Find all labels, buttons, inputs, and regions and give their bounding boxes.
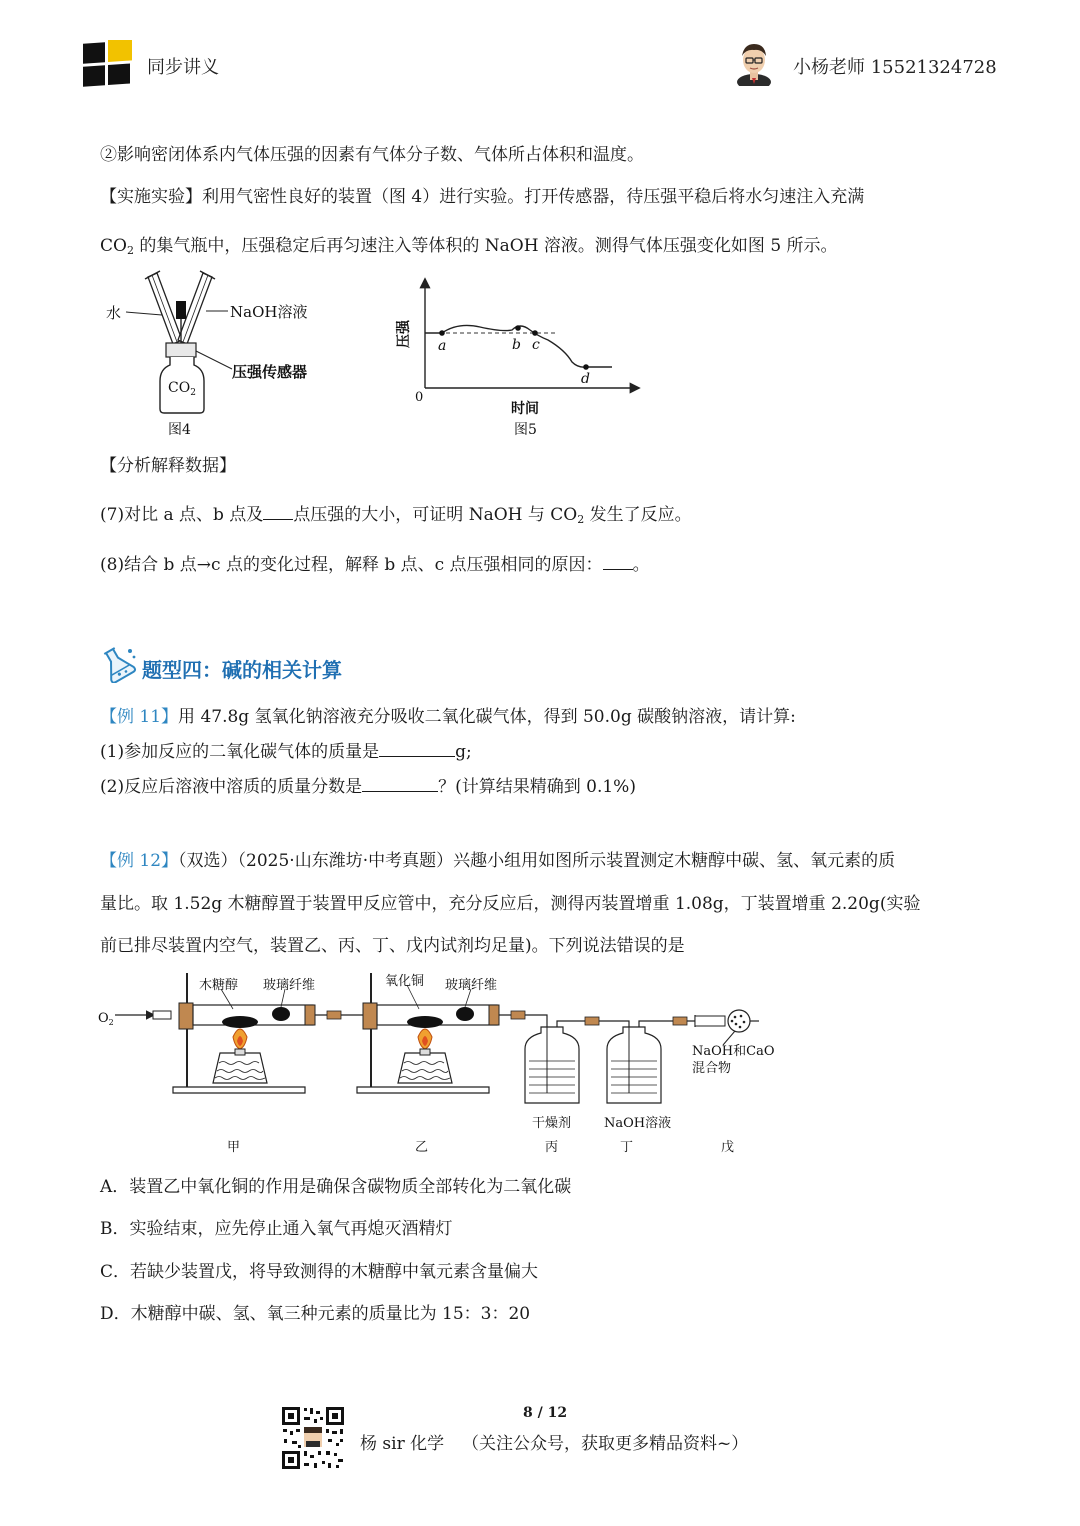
question-7: (7)对比 a 点、b 点及 点压强的大小，可证明 NaOH 与 $CO_2$ 发生了反应。 xyxy=(100,505,692,526)
label-bing: 丙 xyxy=(545,1140,559,1155)
xylitol-label: 木糖醇 xyxy=(199,978,239,993)
example-12-line-3: 前已排尽装置内空气，装置乙、丙、丁、戊内试剂均足量)。下列说法错误的是 xyxy=(100,936,685,956)
experiment-line-1: 【实施实验】利用气密性良好的装置（图 4）进行实验。打开传感器，待压强平稳后将水匀速注入充满 xyxy=(100,187,865,207)
footer-note: （关注公众号，获取更多精品资料~） xyxy=(462,1434,749,1454)
qr-code xyxy=(280,1405,346,1471)
figure-5 xyxy=(390,270,650,445)
label-jia: 甲 xyxy=(227,1140,241,1155)
desiccant-label: 干燥剂 xyxy=(532,1116,572,1131)
glass-fiber-label-2: 玻璃纤维 xyxy=(445,978,498,993)
device-wu xyxy=(695,1010,759,1045)
logo-icon xyxy=(80,40,136,90)
q8-blank[interactable] xyxy=(603,555,633,570)
example-12: 【例 12】（双选）（2025·山东潍坊·中考真题）兴趣小组用如图所示装置测定木糖醇中碳、氢、氧元素的质 xyxy=(100,851,896,871)
fig4-caption: 图4 xyxy=(168,422,191,438)
option-a[interactable]: A．装置乙中氧化铜的作用是确保含碳物质全部转化为二氧化碳 xyxy=(100,1177,572,1197)
fig4-sensor-label: 压强传感器 xyxy=(232,363,308,381)
example-12-tag: 【例 12】 xyxy=(100,851,179,871)
point-c xyxy=(532,330,538,336)
svg-text:c: c xyxy=(532,337,540,353)
option-d[interactable]: D．木糖醇中碳、氢、氧三种元素的质量比为 15：3：20 xyxy=(100,1304,531,1324)
example-11-tag: 【例 11】 xyxy=(100,707,179,727)
mix-label-1: NaOH和CaO xyxy=(692,1044,775,1059)
label-ding: 丁 xyxy=(620,1140,634,1155)
svg-text:d: d xyxy=(581,371,590,387)
note-2: ②影响密闭体系内气体压强的因素有气体分子数、气体所占体积和温度。 xyxy=(100,145,644,165)
question-8: (8)结合 b 点→c 点的变化过程，解释 b 点、c 点压强相同的原因： 。 xyxy=(100,555,650,575)
naoh-solution-label: NaOH溶液 xyxy=(604,1116,672,1131)
point-a xyxy=(439,330,445,336)
fig4-co2-label: $CO_2$ xyxy=(168,380,196,398)
teacher-contact: 小杨老师 15521324728 xyxy=(793,57,997,78)
option-c[interactable]: C．若缺少装置戊，将导致测得的木糖醇中氧元素含量偏大 xyxy=(100,1262,539,1282)
o2-label: $O_2$ xyxy=(98,1011,114,1027)
point-d xyxy=(583,364,589,370)
example-11-q1: (1)参加反应的二氧化碳气体的质量是 g; xyxy=(100,742,472,762)
svg-text:b: b xyxy=(512,337,521,353)
apparatus-diagram xyxy=(95,965,795,1160)
fig4-water-label: 水 xyxy=(106,304,122,322)
q7-blank[interactable] xyxy=(263,505,293,520)
footer-brand: 杨 sir 化学 xyxy=(360,1434,445,1454)
fig5-caption: 图5 xyxy=(514,422,537,438)
label-wu: 戊 xyxy=(721,1140,735,1155)
page-number: 8 / 12 xyxy=(523,1405,568,1421)
label-yi: 乙 xyxy=(415,1140,429,1155)
fig5-origin: 0 xyxy=(415,390,424,405)
figure-4 xyxy=(100,265,340,445)
svg-text:a: a xyxy=(438,338,447,354)
analysis-heading: 【分析解释数据】 xyxy=(100,456,236,476)
point-b xyxy=(515,325,521,331)
cuo-label: 氧化铜 xyxy=(385,974,425,989)
fig4-naoh-label: NaOH溶液 xyxy=(230,303,308,321)
header-title: 同步讲义 xyxy=(147,57,219,78)
device-bing xyxy=(525,1021,591,1103)
section-title: 题型四：碱的相关计算 xyxy=(142,658,342,682)
fig5-ylabel: 压强 xyxy=(396,320,412,348)
flask-icon xyxy=(96,645,138,683)
experiment-line-2: $CO_2$ 的集气瓶中，压强稳定后再匀速注入等体积的 NaOH 溶液。测得气体压强变化如图 5 所示。 xyxy=(100,236,838,257)
q1-blank[interactable] xyxy=(379,742,455,757)
option-b[interactable]: B．实验结束，应先停止通入氧气再熄灭酒精灯 xyxy=(100,1219,453,1239)
header xyxy=(0,0,1080,100)
q2-blank[interactable] xyxy=(362,777,438,792)
co2-formula: CO xyxy=(100,236,127,256)
example-11-q2: (2)反应后溶液中溶质的质量分数是 ？(计算结果精确到 0.1%) xyxy=(100,777,636,797)
mix-label-2: 混合物 xyxy=(692,1061,732,1076)
device-ding xyxy=(607,1021,695,1103)
glass-fiber-label-1: 玻璃纤维 xyxy=(263,978,316,993)
example-11: 【例 11】用 47.8g 氢氧化钠溶液充分吸收二氧化碳气体，得到 50.0g 碳酸钠溶液，请计算: xyxy=(100,707,796,727)
sensor-probe xyxy=(176,301,186,319)
example-12-line-2: 量比。取 1.52g 木糖醇置于装置甲反应管中，充分反应后，测得丙装置增重 1.08g，丁装置增重 2.20g(实验 xyxy=(100,894,921,914)
teacher-avatar xyxy=(734,38,774,86)
fig5-xlabel: 时间 xyxy=(511,401,539,417)
